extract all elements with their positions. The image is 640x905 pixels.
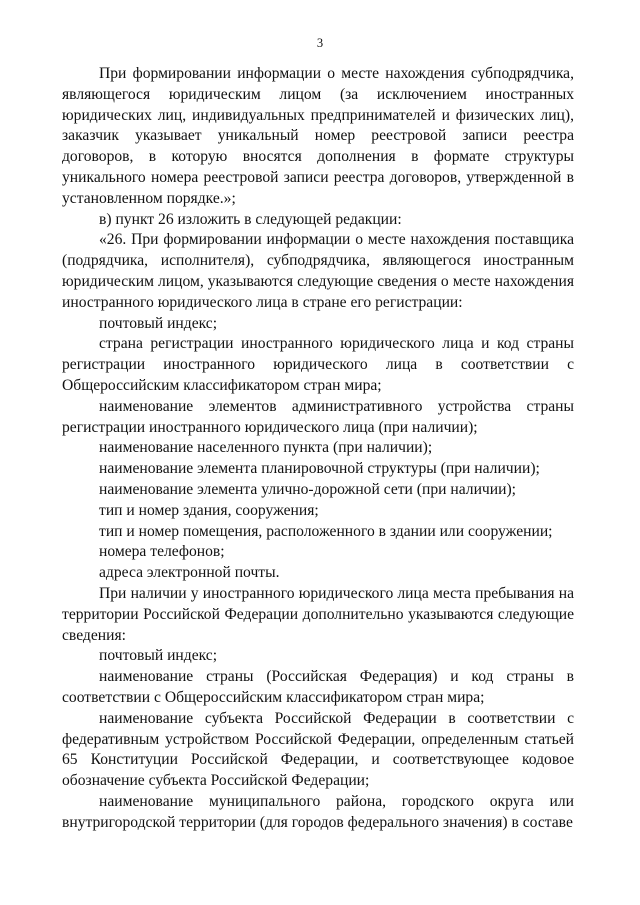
paragraph-russia-presence: При наличии у иностранного юридического лица места пребывания на территории Российской Федерации дополнительно указываются следующие сведения: [62, 584, 574, 644]
list-item: наименование субъекта Российской Федерации в соответствии с федеративным устройством Российской Федерации, определенным статьей 65 Конституции Российской Федерации, и соответствующее кодовое обозначение субъекта Российской Федерации; [62, 709, 574, 790]
list-item: наименование страны (Российская Федерация) и код страны в соответствии с Общероссийским классификатором стран мира; [62, 668, 574, 706]
list-item: почтовый индекс; [99, 314, 218, 332]
list-item: адреса электронной почты. [99, 564, 280, 582]
paragraph-item-26: «26. При формировании информации о месте нахождения поставщика (подрядчика, исполнителя), субподрядчика, являющегося иностранным юридическим лицом, указываются следующие сведения о месте нахождения иностранного юридического лица в стране его регистрации: [62, 231, 574, 311]
list-item: тип и номер помещения, расположенного в здании или сооружении; [99, 522, 553, 540]
list-item: номера телефонов; [99, 543, 225, 561]
list-item: наименование населенного пункта (при наличии); [99, 439, 433, 457]
page-number: 3 [316, 36, 324, 50]
list-item: наименование муниципального района, городского округа или внутригородской территории (для городов федерального значения) в составе [62, 792, 574, 831]
paragraph-subcontractor-info: При формировании информации о месте нахождения субподрядчика, являющегося юридическим лицом (за исключением иностранных юридических лиц, индивидуальных предпринимателей и физических лиц), заказчик указывает уникальный номер реестровой записи реестра договоров, в которую вносятся дополнения в формате структуры уникального номера реестровой записи реестра договоров, утвержденной в установленном порядке.»; [62, 65, 574, 207]
list-item: страна регистрации иностранного юридического лица и код страны регистрации иностранного юридического лица в соответствии с Общероссийским классификатором стран мира; [62, 335, 574, 394]
paragraph-item-v: в) пункт 26 изложить в следующей редакции: [99, 210, 402, 228]
list-item: наименование элемента улично-дорожной сети (при наличии); [99, 480, 516, 498]
document-body [62, 64, 574, 833]
list-item: тип и номер здания, сооружения; [99, 501, 319, 519]
list-item: наименование элемента планировочной структуры (при наличии); [99, 460, 540, 478]
list-item: почтовый индекс; [99, 647, 218, 665]
list-item: наименование элементов административного устройства страны регистрации иностранного юридического лица (при наличии); [62, 397, 574, 436]
